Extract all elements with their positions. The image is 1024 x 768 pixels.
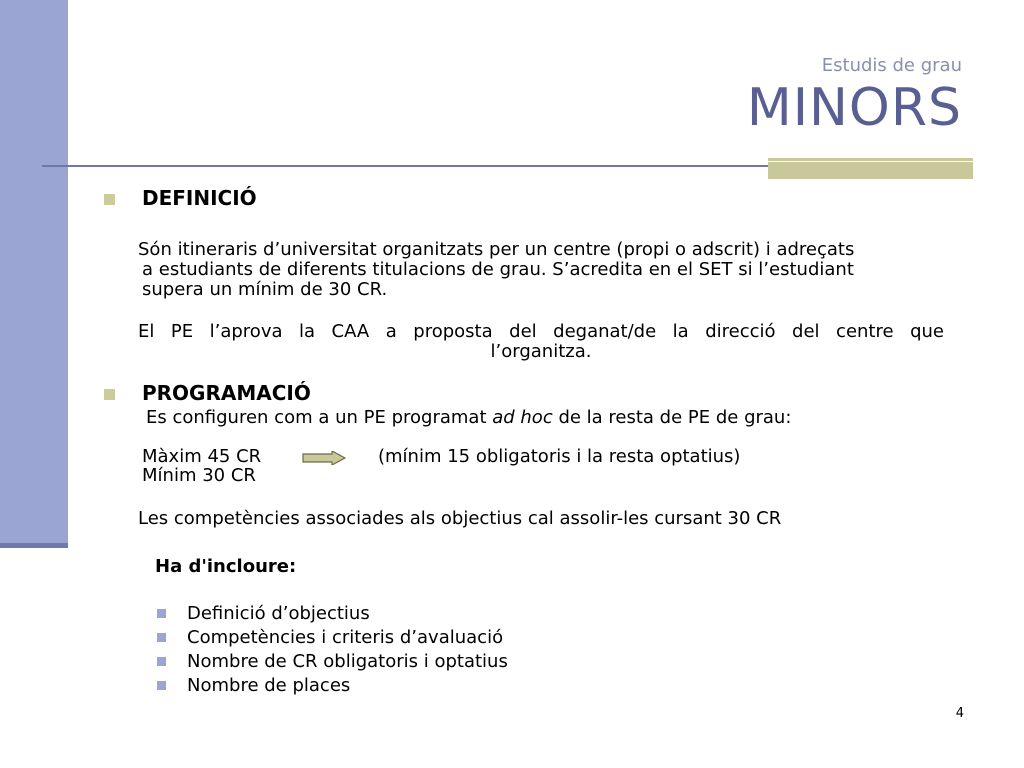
max-credits-note: (mínim 15 obligatoris i la resta optatius) xyxy=(378,446,741,467)
definicio-line-3: supera un mínim de 30 CR. xyxy=(142,279,388,300)
definicio-line-2: a estudiants de diferents titulacions de grau. S’acredita en el SET si l’estudiant xyxy=(142,259,854,280)
list-item: Nombre de places xyxy=(187,675,351,696)
max-credits: Màxim 45 CR xyxy=(142,446,262,467)
square-bullet-icon xyxy=(157,609,166,618)
square-bullet-icon xyxy=(104,194,115,205)
list-item: Definició d’objectius xyxy=(187,603,370,624)
definicio-para2-line-2: l’organitza. xyxy=(490,341,592,362)
competencies-text: Les competències associades als objectius cal assolir-les cursant 30 CR xyxy=(138,508,782,529)
definicio-para2-line-1: El PE l’aprova la CAA a proposta del deganat/de la direcció del centre que xyxy=(138,321,944,342)
definicio-line-1: Són itineraris d’universitat organitzats per un centre (propi o adscrit) i adreçats xyxy=(138,239,855,260)
square-bullet-icon xyxy=(157,633,166,642)
min-credits: Mínim 30 CR xyxy=(142,465,256,486)
heading-definicio: DEFINICIÓ xyxy=(142,186,257,210)
programacio-intro: Es configuren com a un PE programat ad hoc de la resta de PE de grau: xyxy=(146,407,792,428)
list-item: Competències i criteris d’avaluació xyxy=(187,627,504,648)
left-decorative-bar xyxy=(0,0,68,547)
square-bullet-icon xyxy=(157,681,166,690)
heading-programacio: PROGRAMACIÓ xyxy=(142,381,311,405)
right-arrow-icon xyxy=(302,451,346,465)
left-bar-shadow xyxy=(0,543,68,548)
list-item: Nombre de CR obligatoris i optatius xyxy=(187,651,508,672)
slide-title: MINORS xyxy=(746,78,962,138)
page-number: 4 xyxy=(955,706,964,721)
square-bullet-icon xyxy=(157,657,166,666)
include-heading: Ha d'incloure: xyxy=(155,556,297,577)
square-bullet-icon xyxy=(104,389,115,400)
olive-accent-block xyxy=(768,158,973,179)
slide-subtitle: Estudis de grau xyxy=(821,55,962,76)
